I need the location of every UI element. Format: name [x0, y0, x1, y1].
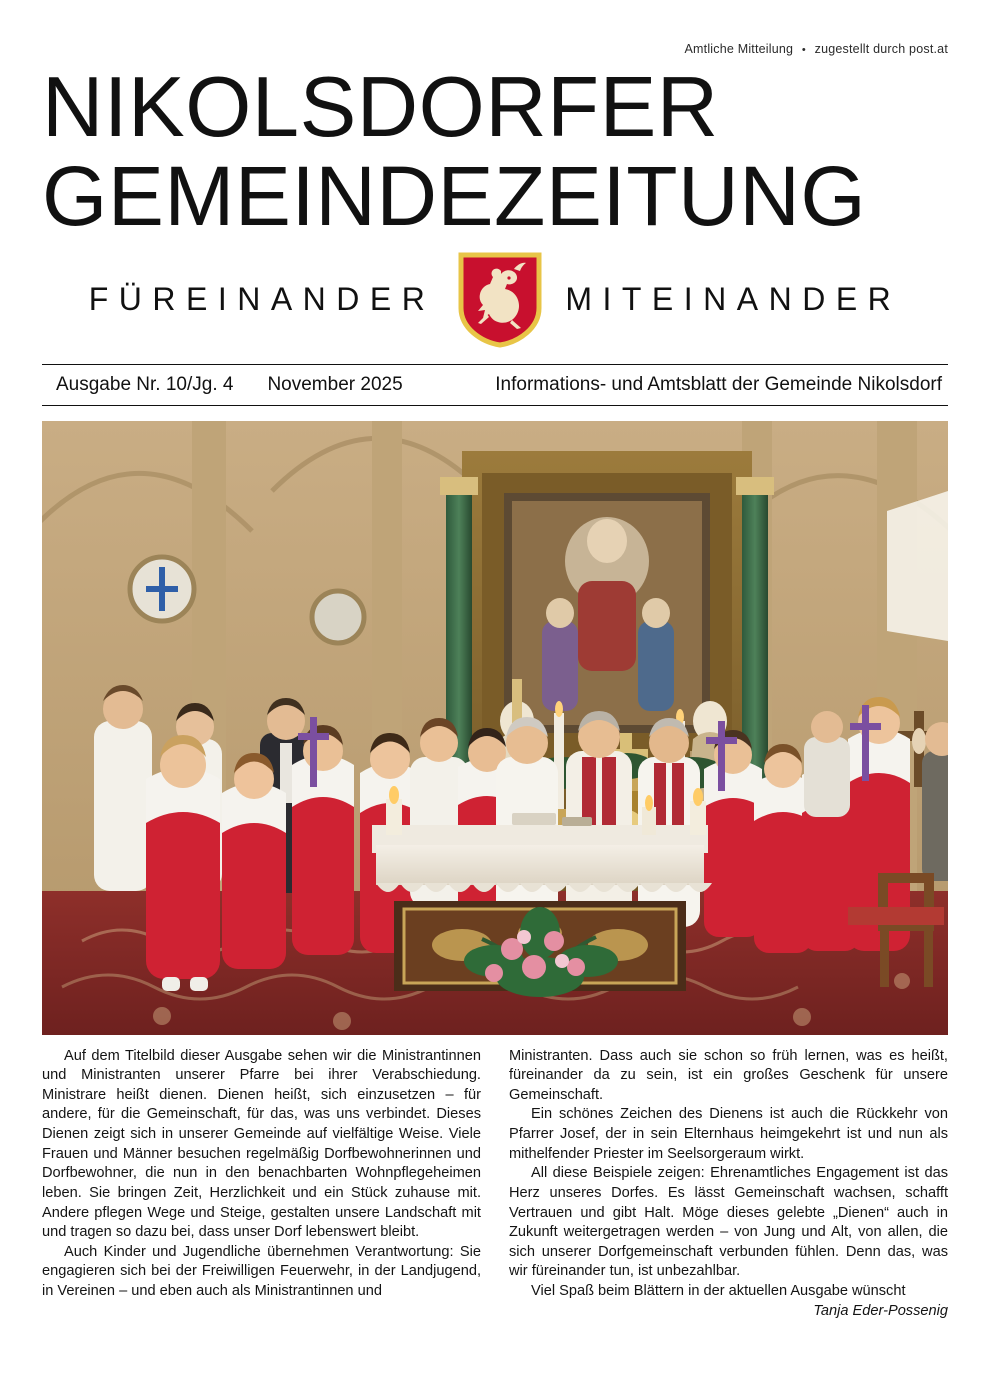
editorial-paragraph: Auch Kinder und Jugendliche übernehmen Verantwortung: Sie engagieren sich bei der Freiwilligen Feuerwehr, in der Landjugend, in Vereinen – und eben auch als Ministrantinnen und	[42, 1243, 481, 1300]
slogan-left: FÜREINANDER	[88, 281, 436, 318]
editorial-paragraph: Viel Spaß beim Blättern in der aktuellen Ausgabe wünscht	[531, 1283, 906, 1300]
slogan-right: MITEINANDER	[565, 281, 902, 318]
postal-notice-text: Amtliche Mitteilung	[684, 42, 794, 56]
editorial-paragraph: Ein schönes Zeichen des Dienens ist auch die Rückkehr von Pfarrer Josef, der in sein Elternhaus heimgekehrt ist und nun als mithelfender Priester im Seelsorgeraum wirkt.	[509, 1106, 948, 1162]
masthead-title-line2: GEMEINDEZEITUNG	[42, 149, 867, 244]
coat-of-arms-icon	[457, 252, 543, 348]
editorial-signature: Tanja Eder-Possenig	[813, 1302, 948, 1319]
issue-date: November 2025	[267, 373, 403, 395]
issue-number: Ausgabe Nr. 10/Jg. 4	[56, 373, 234, 395]
editorial-text	[42, 1047, 948, 1322]
slogan-row	[42, 252, 948, 348]
masthead-title-line1: NIKOLSDORFER	[42, 60, 719, 155]
postal-delivery-text: zugestellt durch post.at	[814, 42, 948, 56]
editorial-column-left	[42, 1047, 481, 1322]
editorial-paragraph: All diese Beispiele zeigen: Ehrenamtliches Engagement ist das Herz unseres Dorfes. Es lässt Gemeinschaft wachsen, schafft Vertrauen und gibt Halt. Möge dieses gelebte „Dienen“ auch in Zukunft weitergetragen werden – von Jung und Alt, von allen, die sich unserer Dorfgemeinschaft verbunden fühlen. Denn das, was wir füreinander tun, ist unbezahlbar.	[509, 1165, 948, 1280]
postal-separator: •	[801, 43, 806, 56]
masthead	[42, 60, 948, 244]
editorial-column-right	[509, 1047, 948, 1322]
editorial-paragraph: Auf dem Titelbild dieser Ausgabe sehen wir die Ministrantinnen und Ministranten unserer Pfarre bei ihrer Verabschiedung. Ministrare heißt dienen. Dienen heißt, sich einzusetzen – für andere, für die Gemeinschaft, für das, was uns verbindet. Dieses Dienen zeigt sich in unserer Gemeinde auf vielfältige Weise. Viele Frauen und Männer besuchen regelmäßig Dorfbewohnerinnen und Dorfbewohner, die nun in den benachbarten Wohnpflegeheimen leben. Sie bringen Zeit, Herzlichkeit und ein Stück zuhause mit. Andere pflegen Wege und Steige, gestalten unsere Landschaft mit und tragen so dazu bei, dass unser Dorf lebenswert bleibt.	[42, 1047, 481, 1241]
editorial-paragraph: Ministranten. Dass auch sie schon so früh lernen, was es heißt, füreinander da zu sein, ist ein großes Geschenk für unsere Gemeinschaft.	[509, 1047, 948, 1103]
cover-photo	[42, 421, 948, 1035]
issue-bar	[42, 364, 948, 406]
postal-notice-line	[42, 0, 948, 60]
issue-subtitle: Informations- und Amtsblatt der Gemeinde Nikolsdorf	[495, 373, 942, 395]
